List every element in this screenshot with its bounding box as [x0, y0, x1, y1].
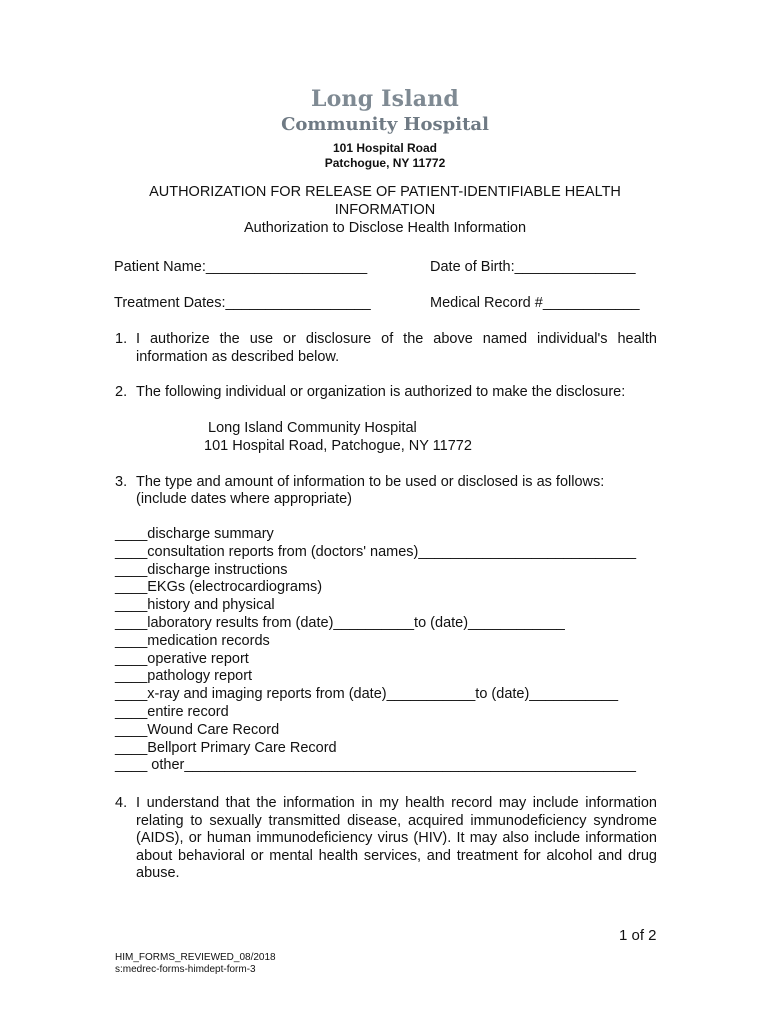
- medical-record-field[interactable]: Medical Record #____________: [430, 295, 640, 311]
- checklist-item[interactable]: ____laboratory results from (date)__________to (date)____________: [115, 614, 565, 631]
- checklist-item[interactable]: ____Wound Care Record: [115, 721, 280, 738]
- checklist-item[interactable]: ____x-ray and imaging reports from (date)___________to (date)___________: [115, 686, 619, 703]
- checklist-item[interactable]: ____entire record: [115, 703, 229, 720]
- item-2-text: The following individual or organization is authorized to make the disclosure:: [136, 384, 626, 400]
- checklist-item[interactable]: ____pathology report: [115, 668, 253, 685]
- checklist-item[interactable]: ____medication records: [115, 632, 270, 649]
- item-4-text: I understand that the information in my health record may include information relating to sexually transmitted disease, acquired immunodeficiency syndrome (AIDS), or human immunodeficiency virus (HIV). It may also include information about behavioral or mental health services, and treatment for alcohol and drug abuse.: [136, 795, 657, 881]
- form-subtitle: Authorization to Disclose Health Information: [243, 220, 527, 236]
- patient-name-field[interactable]: Patient Name:____________________: [114, 259, 368, 275]
- hospital-address-street: 101 Hospital Road: [332, 141, 438, 155]
- page-number: 1 of 2: [619, 927, 657, 944]
- form-revision-id: HIM_FORMS_REVIEWED_08/2018: [115, 952, 276, 963]
- checklist-item[interactable]: ____discharge summary: [115, 526, 274, 542]
- treatment-dates-field[interactable]: Treatment Dates:__________________: [114, 295, 371, 311]
- discloser-name: Long Island Community Hospital: [208, 420, 417, 436]
- date-of-birth-field[interactable]: Date of Birth:_______________: [430, 259, 636, 275]
- form-title-line2: INFORMATION: [334, 202, 436, 218]
- item-3-line1: The type and amount of information to be used or disclosed is as follows:: [136, 474, 605, 490]
- item-1-text: I authorize the use or disclosure of the above named individual's health information as described below.: [136, 331, 657, 365]
- item-4-number: 4.: [115, 795, 128, 811]
- checklist-item[interactable]: ____consultation reports from (doctors' names)___________________________: [115, 543, 637, 560]
- information-type-checklist: [115, 526, 636, 775]
- checklist-item[interactable]: ____EKGs (electrocardiograms): [115, 579, 323, 596]
- item-1-number: 1.: [115, 331, 128, 347]
- discloser-address: 101 Hospital Road, Patchogue, NY 11772: [204, 438, 472, 454]
- item-3-line2: (include dates where appropriate): [136, 491, 353, 507]
- item-2-number: 2.: [115, 384, 128, 400]
- hospital-address-city: Patchogue, NY 11772: [324, 156, 446, 170]
- checklist-item[interactable]: ____discharge instructions: [115, 561, 288, 578]
- checklist-item[interactable]: ____Bellport Primary Care Record: [115, 739, 337, 756]
- checklist-item[interactable]: ____operative report: [115, 650, 249, 667]
- item-3-number: 3.: [115, 474, 128, 490]
- checklist-item[interactable]: ____ other________________________________________________________: [115, 757, 636, 774]
- form-title-line1: AUTHORIZATION FOR RELEASE OF PATIENT-IDENTIFIABLE HEALTH: [149, 184, 621, 200]
- hospital-logo-line1: Long Island: [310, 86, 460, 112]
- form-file-path: s:medrec-forms-himdept-form-3: [115, 964, 256, 975]
- hospital-logo-line2: Community Hospital: [281, 114, 489, 135]
- checklist-item[interactable]: ____history and physical: [115, 597, 275, 614]
